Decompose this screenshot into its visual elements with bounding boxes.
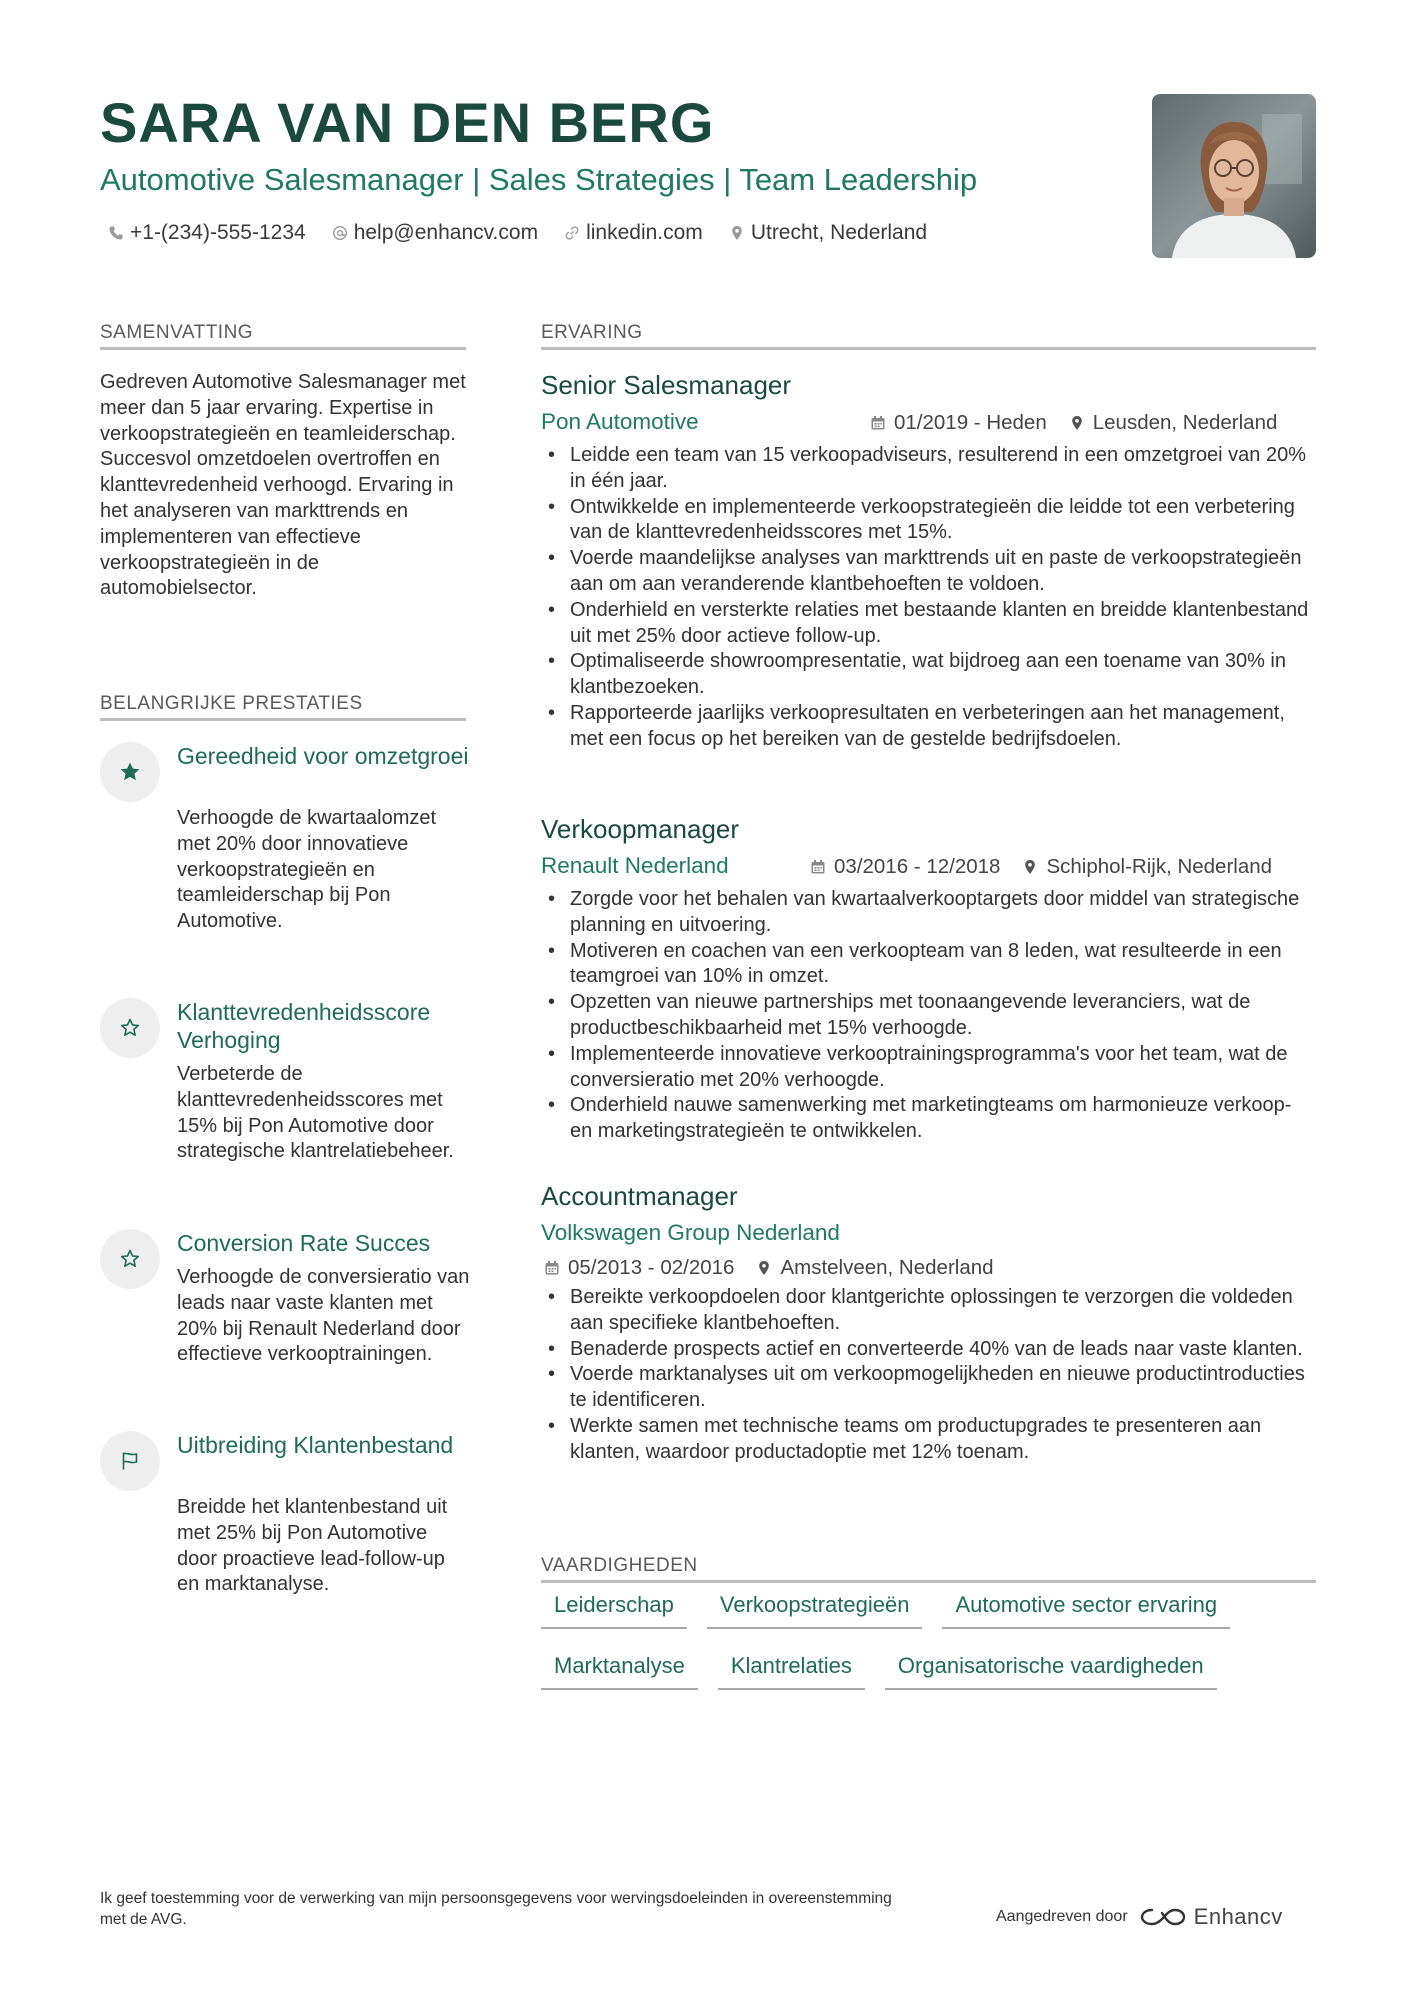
location-pin-icon bbox=[1022, 859, 1038, 875]
job-bullet: • Benaderde prospects actief en converteerde 40% van de leads naar vaste klanten. bbox=[546, 1337, 1316, 1363]
job-bullet: • Optimaliseerde showroompresentatie, wat bijdroeg aan een toename van 30% in klantbezoeken. bbox=[546, 649, 1316, 701]
contact-location bbox=[729, 218, 927, 248]
achievement-desc: Verhoogde de kwartaalomzet met 20% door innovatieve verkoopstrategieën en teamleiderschap bij Pon Automotive. bbox=[177, 807, 437, 933]
achievement-item bbox=[100, 1229, 470, 1399]
flag-icon bbox=[118, 1449, 142, 1473]
experience-heading: ERVARING bbox=[541, 322, 643, 343]
skill-tag: Marktanalyse bbox=[541, 1651, 698, 1690]
skill-tag: Organisatorische vaardigheden bbox=[885, 1651, 1217, 1690]
job-bullet: • Implementeerde innovatieve verkooptrainingsprogramma's voor het team, wat de conversieratio met 20% verhoogde. bbox=[546, 1042, 1316, 1094]
achievement-icon-wrap bbox=[100, 998, 160, 1058]
skills-heading: VAARDIGHEDEN bbox=[541, 1555, 698, 1576]
job-dates-text: 03/2016 - 12/2018 bbox=[834, 855, 1001, 878]
candidate-subtitle: Automotive Salesmanager | Sales Strategies | Team Leadership bbox=[100, 162, 978, 197]
job-bullet: • Voerde marktanalyses uit om verkoopmogelijkheden en nieuwe productintroducties te identificeren. bbox=[546, 1362, 1316, 1414]
job-location-text: Leusden, Nederland bbox=[1092, 411, 1278, 434]
job-bullet: • Onderhield en versterkte relaties met bestaande klanten en breidde klantenbestand uit met 25% door actieve follow-up. bbox=[546, 598, 1316, 650]
achievement-desc: Breidde het klantenbestand uit met 25% bij Pon Automotive door proactieve lead-follow-up en marktanalyse. bbox=[177, 1496, 448, 1596]
contact-bar bbox=[108, 218, 927, 248]
phone-icon bbox=[108, 225, 124, 241]
powered-by-label: Aangedreven door bbox=[996, 1908, 1128, 1925]
consent-text: Ik geef toestemming voor de verwerking van mijn persoonsgegevens voor wervingsdoeleinden in overeenstemming met de AVG. bbox=[100, 1890, 892, 1928]
achievement-title: Conversion Rate Succes bbox=[177, 1230, 431, 1256]
achievement-title: Uitbreiding Klantenbestand bbox=[177, 1432, 454, 1458]
job-bullet: • Rapporteerde jaarlijks verkoopresultaten en verbeteringen aan het management, met een focus op het bereiken van de gestelde bedrijfsdoelen. bbox=[546, 701, 1316, 753]
job-company: Volkswagen Group Nederland bbox=[541, 1220, 840, 1245]
job-location-text: Amstelveen, Nederland bbox=[780, 1256, 994, 1279]
job-location bbox=[756, 1254, 993, 1282]
candidate-name: SARA VAN DEN BERG bbox=[100, 91, 715, 154]
skill-tag: Leiderschap bbox=[541, 1590, 687, 1629]
star-outline-icon bbox=[118, 1016, 142, 1040]
job-dates-text: 01/2019 - Heden bbox=[894, 411, 1047, 434]
skill-tag: Automotive sector ervaring bbox=[942, 1590, 1230, 1629]
calendar-icon bbox=[544, 1260, 560, 1276]
achievement-icon-wrap bbox=[100, 1229, 160, 1289]
enhancv-logo bbox=[1140, 1904, 1283, 1930]
achievement-item bbox=[100, 998, 470, 1198]
job-dates bbox=[810, 853, 1000, 881]
calendar-icon bbox=[810, 859, 826, 875]
job-company: Pon Automotive bbox=[541, 409, 699, 434]
job-bullet: • Voerde maandelijkse analyses van markttrends uit en paste de verkoopstrategieën aan om aan veranderende klantbehoeften te voldoen. bbox=[546, 546, 1316, 598]
contact-linkedin-text: linkedin.com bbox=[586, 221, 703, 244]
skills-row bbox=[541, 1590, 1316, 1629]
skills-divider bbox=[541, 1580, 1316, 1583]
job-title: Verkoopmanager bbox=[541, 814, 740, 844]
skill-tag: Klantrelaties bbox=[718, 1651, 865, 1690]
achievement-title: Gereedheid voor omzetgroei bbox=[177, 743, 469, 769]
job-bullet: • Werkte samen met technische teams om productupgrades te presenteren aan klanten, waardoor productadoptie met 12% toenam. bbox=[546, 1414, 1316, 1466]
job-dates bbox=[870, 409, 1047, 437]
enhancv-logo-icon bbox=[1140, 1905, 1186, 1929]
summary-divider bbox=[100, 347, 466, 350]
job-location bbox=[1069, 409, 1278, 437]
job-meta bbox=[810, 853, 1272, 881]
experience-divider bbox=[541, 347, 1316, 350]
job-bullet: • Ontwikkelde en implementeerde verkoopstrategieën die leidde tot een verbetering van de klanttevredenheidsscores met 15%. bbox=[546, 495, 1316, 547]
profile-photo bbox=[1152, 94, 1316, 258]
job-bullet: • Opzetten van nieuwe partnerships met toonaangevende leveranciers, wat de productbeschikbaarheid met 15% verhoogde. bbox=[546, 990, 1316, 1042]
contact-linkedin[interactable] bbox=[564, 218, 703, 248]
contact-location-text: Utrecht, Nederland bbox=[750, 221, 928, 244]
job-location-text: Schiphol-Rijk, Nederland bbox=[1046, 855, 1273, 878]
link-icon bbox=[564, 225, 580, 241]
enhancv-logo-text: Enhancv bbox=[1193, 1904, 1283, 1929]
job-title: Accountmanager bbox=[541, 1181, 738, 1211]
job-bullets bbox=[546, 1285, 1316, 1466]
job-meta bbox=[544, 1254, 994, 1282]
location-pin-icon bbox=[1069, 415, 1085, 431]
achievement-icon-wrap bbox=[100, 1431, 160, 1491]
job-bullet: • Bereikte verkoopdoelen door klantgerichte oplossingen te verzorgen die voldeden aan specifieke klantbehoeften. bbox=[546, 1285, 1316, 1337]
summary-text: Gedreven Automotive Salesmanager met meer dan 5 jaar ervaring. Expertise in verkoopstrategieën en teamleiderschap. Succesvol omzetdoelen overtroffen en klanttevredenheid verhoogd. Ervaring in het analyseren van markttrends en implementeren van effectieve verkoopstrategieën in de automobielsector. bbox=[100, 371, 466, 600]
achievement-item bbox=[100, 742, 470, 942]
contact-email[interactable] bbox=[332, 218, 538, 248]
achievement-desc: Verhoogde de conversieratio van leads naar vaste klanten met 20% bij Renault Nederland door effectieve verkooptrainingen. bbox=[177, 1266, 470, 1366]
skill-tag: Verkoopstrategieën bbox=[707, 1590, 923, 1629]
achievement-desc: Verbeterde de klanttevredenheidsscores met 15% bij Pon Automotive door strategische klantrelatiebeheer. bbox=[177, 1063, 454, 1163]
contact-phone-text: +1-(234)-555-1234 bbox=[130, 221, 306, 244]
job-location bbox=[1022, 853, 1272, 881]
achievements-heading: BELANGRIJKE PRESTATIES bbox=[100, 693, 363, 714]
achievement-icon-wrap bbox=[100, 742, 160, 802]
job-bullet: • Zorgde voor het behalen van kwartaalverkooptargets door middel van strategische planning en uitvoering. bbox=[546, 887, 1316, 939]
job-bullet: • Motiveren en coachen van een verkoopteam van 8 leden, wat resulteerde in een teamgroei van 10% in omzet. bbox=[546, 939, 1316, 991]
job-meta bbox=[870, 409, 1277, 437]
job-dates-text: 05/2013 - 02/2016 bbox=[568, 1256, 735, 1279]
job-company: Renault Nederland bbox=[541, 853, 729, 878]
star-outline-icon bbox=[118, 1247, 142, 1271]
job-bullet: • Onderhield nauwe samenwerking met marketingteams om harmonieuze verkoop- en marketingstrategieën te ontwikkelen. bbox=[546, 1093, 1316, 1145]
job-bullet: • Leidde een team van 15 verkoopadviseurs, resulterend in een omzetgroei van 20% in één jaar. bbox=[546, 443, 1316, 495]
job-bullets bbox=[546, 887, 1316, 1145]
contact-phone[interactable] bbox=[108, 218, 306, 248]
at-icon bbox=[332, 225, 348, 241]
star-filled-icon bbox=[118, 760, 142, 784]
calendar-icon bbox=[870, 415, 886, 431]
powered-by[interactable] bbox=[996, 1904, 1283, 1930]
location-pin-icon bbox=[729, 225, 745, 241]
job-dates bbox=[544, 1254, 734, 1282]
skills-list bbox=[541, 1590, 1316, 1712]
job-bullets bbox=[546, 443, 1316, 753]
achievement-item bbox=[100, 1431, 470, 1631]
achievement-title: Klanttevredenheidsscore Verhoging bbox=[177, 999, 431, 1053]
achievements-divider bbox=[100, 718, 466, 721]
skills-row bbox=[541, 1651, 1316, 1690]
summary-heading: SAMENVATTING bbox=[100, 322, 254, 343]
contact-email-text: help@enhancv.com bbox=[353, 221, 539, 244]
job-title: Senior Salesmanager bbox=[541, 370, 792, 400]
location-pin-icon bbox=[756, 1260, 772, 1276]
